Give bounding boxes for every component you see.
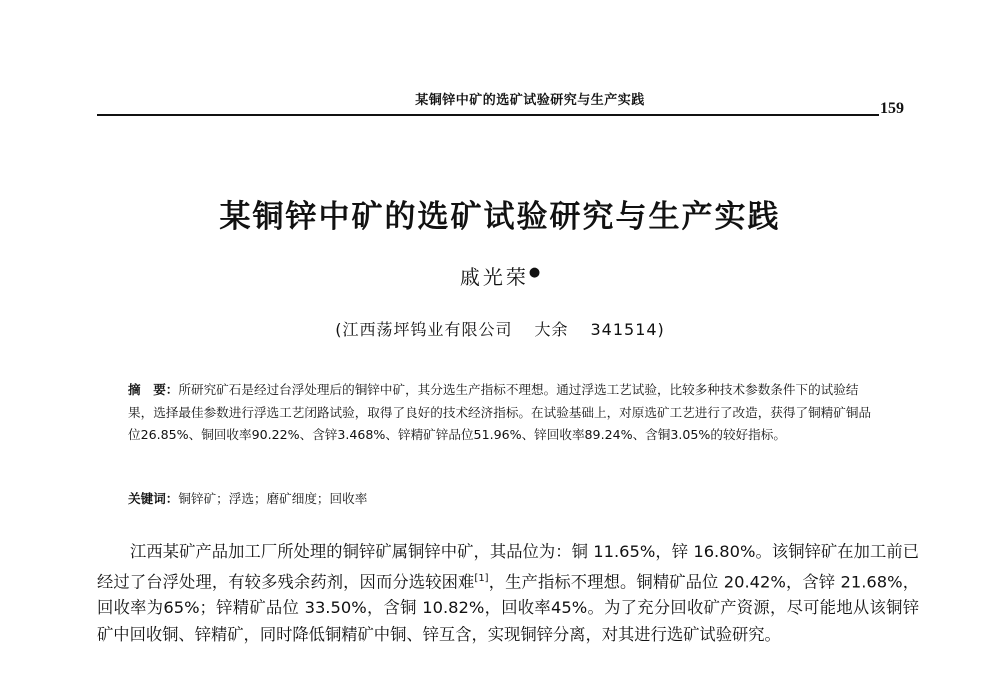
body-paragraph bbox=[97, 539, 919, 648]
header-rule bbox=[97, 114, 879, 116]
page-number: 159 bbox=[880, 100, 904, 117]
body-text-part2: ，生产指标不理想。铜精矿品位 20.42%，含锌 21.68%，回收率为65%；锌精矿品位 33.50%，含铜 10.82%，回收率45%。为了充分回收矿产资源，尽可能地从该铜锌矿中回收铜、锌精矿，同时降低铜精矿中铜、锌互含，实现铜锌分离，对其进行选矿试验研究。 bbox=[97, 571, 919, 644]
keywords-label: 关键词： bbox=[128, 491, 179, 506]
abstract bbox=[128, 379, 878, 447]
reference-mark: [1] bbox=[474, 572, 489, 584]
author-bullet-icon: ● bbox=[528, 265, 541, 280]
article-title: 某铜锌中矿的选矿试验研究与生产实践 bbox=[219, 199, 781, 235]
abstract-label: 摘 要： bbox=[128, 382, 179, 397]
affiliation-org: (江西荡坪钨业有限公司 bbox=[335, 320, 513, 339]
author-line bbox=[0, 261, 1000, 290]
body-text-part1: 江西某矿产品加工厂所处理的铜锌矿属铜锌中矿，其品位为：铜 11.65%，锌 16.80%。该铜锌矿在加工前已经过了台浮处理，有较多残余药剂，因而分选较困难 bbox=[97, 542, 919, 591]
affiliation-zip: 341514) bbox=[590, 320, 665, 339]
author-name: 戚光荣 bbox=[459, 265, 529, 289]
affiliation bbox=[0, 317, 1000, 340]
affiliation-city: 大余 bbox=[534, 320, 569, 339]
keywords-text: 铜锌矿；浮选；磨矿细度；回收率 bbox=[178, 491, 368, 506]
abstract-text: 所研究矿石是经过台浮处理后的铜锌中矿，其分选生产指标不理想。通过浮选工艺试验，比较多种技术参数条件下的试验结果，选择最佳参数进行浮选工艺闭路试验，取得了良好的技术经济指标。在试验基础上，对原选矿工艺进行了改造，获得了铜精矿铜品位26.85%、铜回收率90.22%、含锌3.468%、锌精矿锌品位51.96%、锌回收率89.24%、含铜3.05%的较好指标。 bbox=[128, 382, 872, 442]
keywords bbox=[128, 488, 878, 507]
running-header-title: 某铜锌中矿的选矿试验研究与生产实践 bbox=[415, 93, 645, 108]
